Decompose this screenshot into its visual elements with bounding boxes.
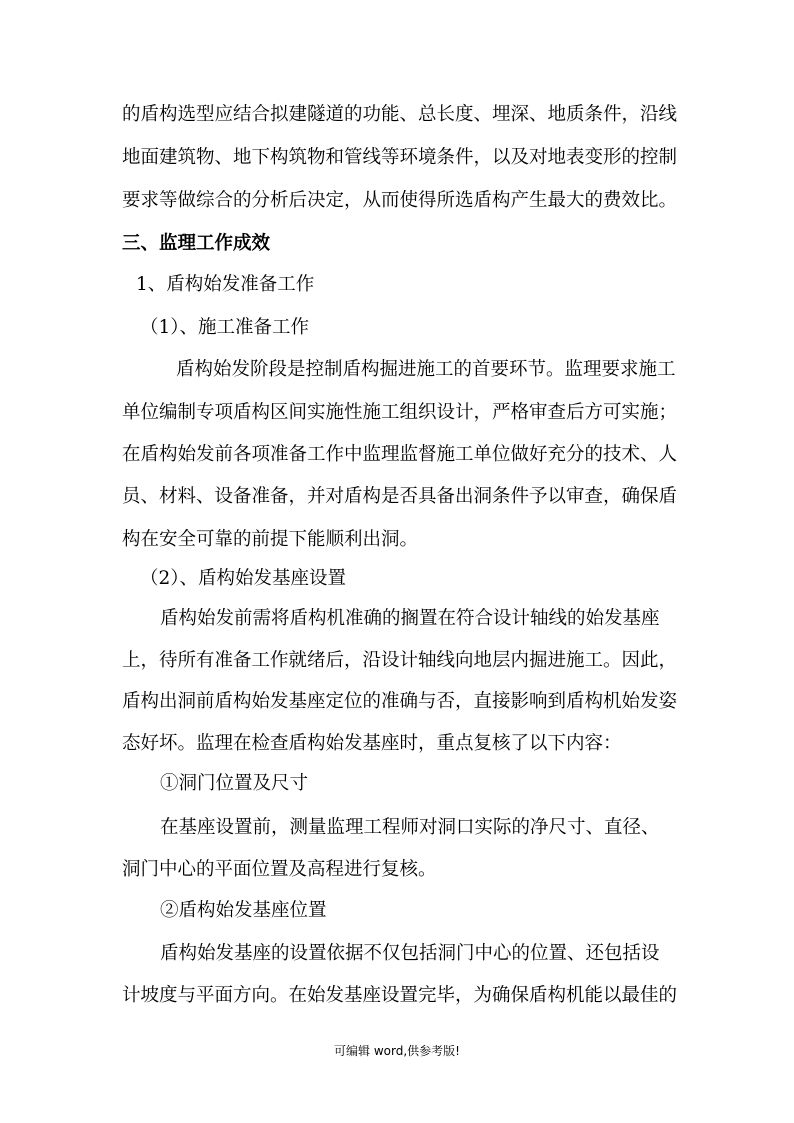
paragraph-line: 构在安全可靠的前提下能顺利出洞。	[122, 529, 419, 550]
page-footer: 可编辑 word,供参考版!	[334, 1044, 460, 1058]
paragraph-line: 单位编制专项盾构区间实施性施工组织设计，严格审查后方可实施；	[122, 402, 678, 423]
paragraph-line: 盾构出洞前盾构始发基座定位的准确与否，直接影响到盾构机始发姿	[122, 691, 678, 712]
item-heading: （2）、盾构始发基座设置	[140, 568, 347, 589]
paragraph-line: 要求等做综合的分析后决定，从而使得所选盾构产生最大的费效比。	[122, 190, 678, 211]
paragraph-line: 地面建筑物、地下构筑物和管线等环境条件，以及对地表变形的控制	[122, 147, 678, 168]
paragraph-line: 员、材料、设备准备，并对盾构是否具备出洞条件予以审查，确保盾	[122, 486, 678, 507]
paragraph-line: 上，待所有准备工作就绪后，沿设计轴线向地层内掘进施工。因此，	[122, 650, 678, 671]
paragraph-line: 计坡度与平面方向。在始发基座设置完毕，为确保盾构机能以最佳的	[122, 985, 678, 1006]
paragraph-line: 盾构始发前需将盾构机准确的搁置在符合设计轴线的始发基座	[160, 608, 660, 629]
paragraph-line: 洞门中心的平面位置及高程进行复核。	[122, 859, 437, 880]
paragraph-line: 盾构始发基座的设置依据不仅包括洞门中心的位置、还包括设	[160, 943, 660, 964]
point-heading: ①洞门位置及尺寸	[160, 773, 309, 794]
subsection-heading: 1、盾构始发准备工作	[136, 274, 315, 295]
paragraph-line: 在盾构始发前各项准备工作中监理监督施工单位做好充分的技术、人	[122, 444, 678, 465]
paragraph-line: 在基座设置前，测量监理工程师对洞口实际的净尺寸、直径、	[160, 817, 660, 838]
section-heading: 三、监理工作成效	[122, 233, 271, 254]
paragraph-line: 的盾构选型应结合拟建隧道的功能、总长度、埋深、地质条件，沿线	[122, 104, 678, 125]
point-heading: ②盾构始发基座位置	[160, 900, 327, 921]
item-heading: （1）、施工准备工作	[140, 317, 310, 338]
paragraph-line: 态好坏。监理在检查盾构始发基座时，重点复核了以下内容：	[122, 733, 622, 754]
paragraph-line: 盾构始发阶段是控制盾构掘进施工的首要环节。监理要求施工	[176, 359, 676, 380]
